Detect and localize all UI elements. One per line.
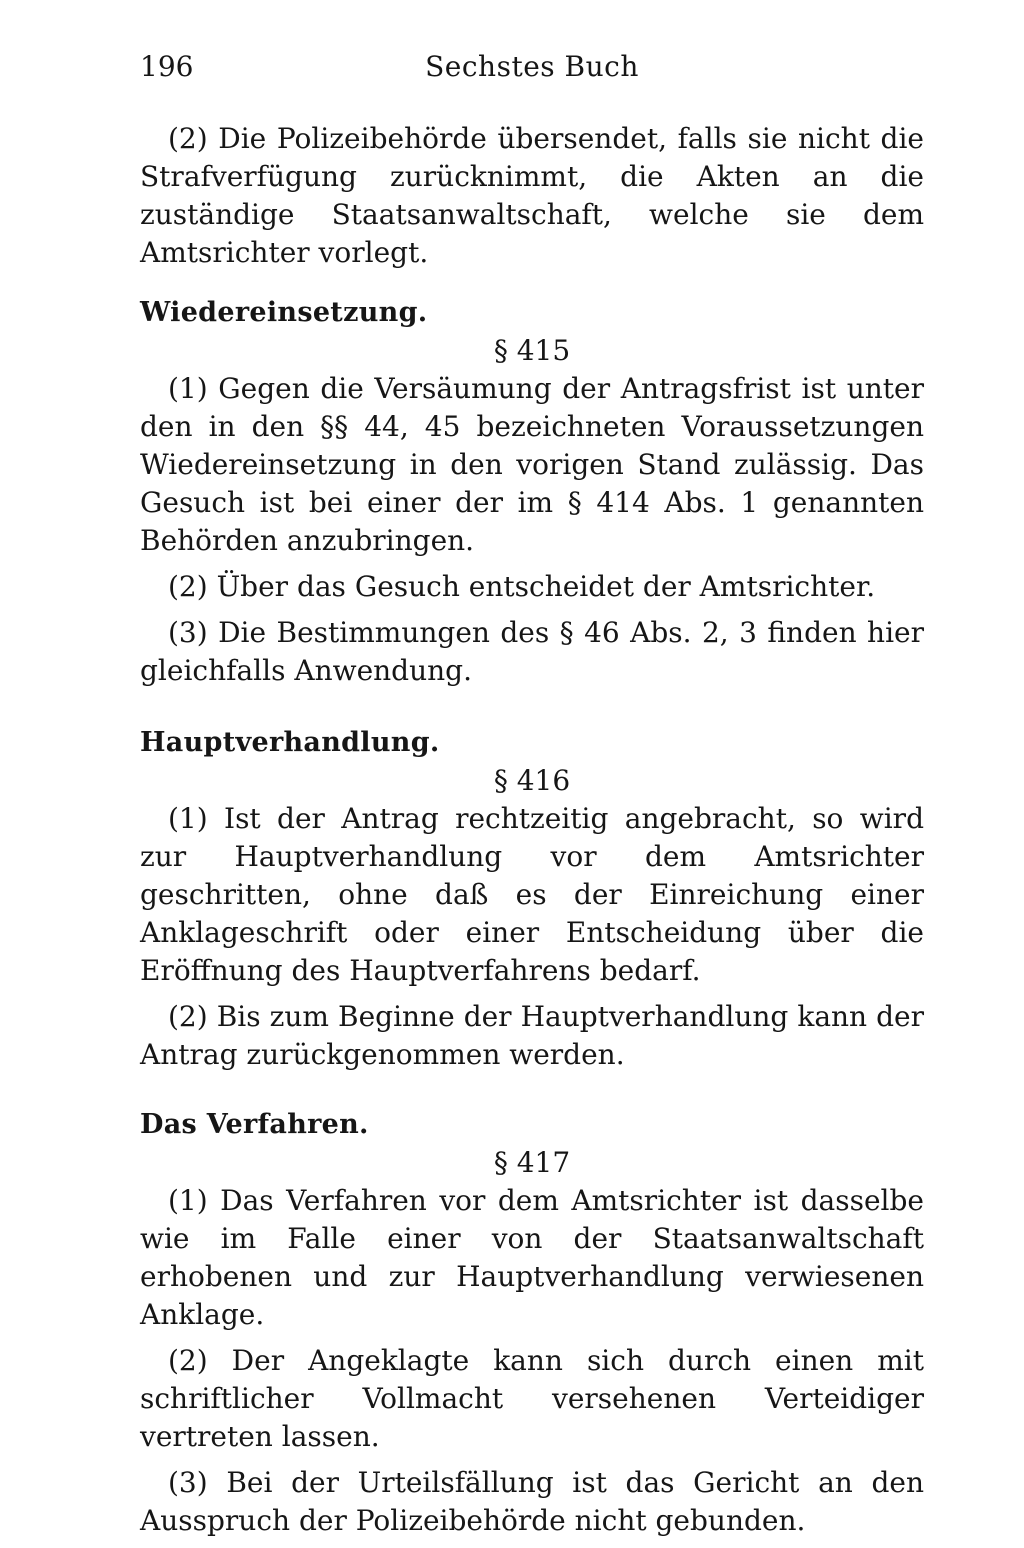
paragraph-416-1: (1) Ist der Antrag rechtzeitig angebracht, so wird zur Hauptverhandlung vor dem Amtsrichter geschritten, ohne daß es der Einreichung einer Anklageschrift oder einer Entscheidung über die Eröffnung des Hauptverfahrens bedarf. [140,802,924,987]
section-415: § 415 [493,334,571,367]
paragraph-415-3: (3) Die Bestimmungen des § 46 Abs. 2, 3 finden hier gleichfalls Anwendung. [140,616,924,687]
book-title: Sechstes Buch [425,50,639,83]
heading-das-verfahren: Das Verfahren. [140,1109,369,1140]
section-416: § 416 [493,764,571,797]
body-text [140,120,924,1548]
paragraph-417-2: (2) Der Angeklagte kann sich durch einen mit schriftlicher Vollmacht versehenen Verteidiger vertreten lassen. [140,1344,924,1453]
paragraph-415-1: (1) Gegen die Versäumung der Antragsfrist ist unter den in den §§ 44, 45 bezeichneten Voraussetzungen Wiedereinsetzung in den vorigen Stand zulässig. Das Gesuch ist bei einer der im § 414 Abs. 1 genannten Behörden anzubringen. [140,372,924,557]
paragraph-414-2: (2) Die Polizeibehörde übersendet, falls sie nicht die Strafverfügung zurücknimmt, die Akten an die zuständige Staatsanwaltschaft, welche sie dem Amtsrichter vorlegt. [140,122,924,269]
paragraph-415-2: (2) Über das Gesuch entscheidet der Amtsrichter. [168,570,876,603]
paragraph-416-2: (2) Bis zum Beginne der Hauptverhandlung kann der Antrag zurückgenommen werden. [140,1000,924,1071]
paragraph-417-3: (3) Bei der Urteilsfällung ist das Gericht an den Ausspruch der Polizeibehörde nicht gebunden. [140,1466,924,1537]
paragraph-417-1: (1) Das Verfahren vor dem Amtsrichter ist dasselbe wie im Falle einer von der Staatsanwaltschaft erhobenen und zur Hauptverhandlung verwiesenen Anklage. [140,1184,924,1331]
page-number: 196 [140,50,194,83]
heading-hauptverhandlung: Hauptverhandlung. [140,727,440,758]
section-417: § 417 [493,1146,571,1179]
running-head [140,50,924,94]
heading-wiedereinsetzung: Wiedereinsetzung. [140,297,428,328]
